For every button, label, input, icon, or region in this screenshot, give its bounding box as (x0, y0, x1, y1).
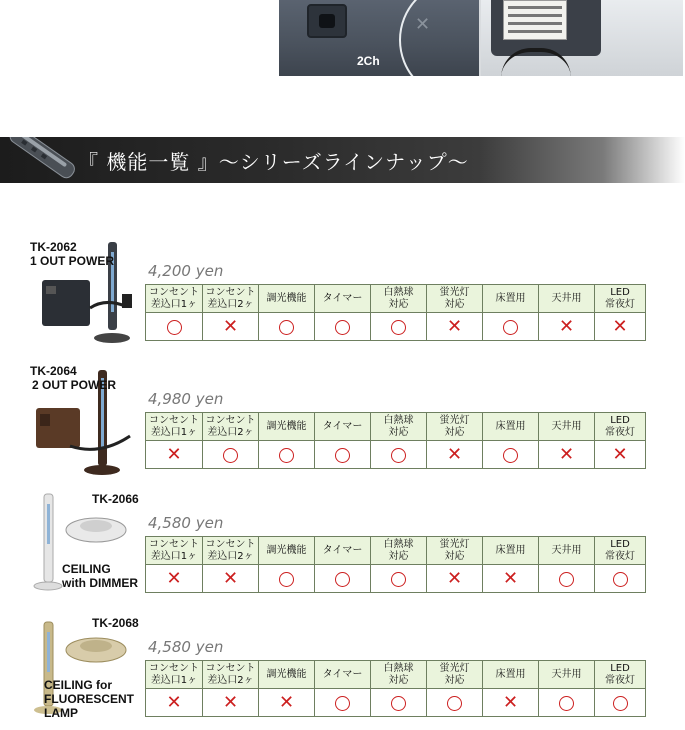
feature-table (145, 660, 646, 717)
circle-mark-icon (613, 696, 628, 711)
cross-mark-icon: ✕ (446, 444, 463, 466)
feature-mark-cell (539, 441, 595, 469)
feature-mark-cell (595, 565, 646, 593)
feature-mark-cell (146, 313, 203, 341)
cross-mark-icon: ✕ (446, 316, 463, 338)
feature-mark-cell (427, 313, 483, 341)
cross-mark-icon: ✕ (222, 316, 239, 338)
circle-mark-icon (391, 696, 406, 711)
feature-header-row (146, 413, 646, 441)
feature-header-cell: コンセント 差込口2ヶ (203, 661, 259, 689)
feature-header-cell: LED 常夜灯 (595, 537, 646, 565)
feature-header-cell: 蛍光灯 対応 (427, 661, 483, 689)
feature-header-cell: コンセント 差込口1ヶ (146, 661, 203, 689)
feature-mark-cell (259, 689, 315, 717)
feature-mark-row (146, 313, 646, 341)
feature-header-cell: 調光機能 (259, 413, 315, 441)
product-photo-strip (279, 0, 683, 76)
model-description (62, 562, 138, 590)
channel-label: 2Ch (357, 54, 380, 68)
model-number: TK-2068 (92, 616, 139, 630)
description-line: 1 OUT POWER (30, 254, 115, 268)
feature-header-cell: 白熱球 対応 (371, 285, 427, 313)
feature-header-cell: 天井用 (539, 537, 595, 565)
feature-mark-row (146, 565, 646, 593)
cross-mark-icon: ✕ (446, 568, 463, 590)
cross-mark-icon: ✕ (558, 444, 575, 466)
feature-mark-cell (259, 313, 315, 341)
cross-mark-icon: ✕ (222, 568, 239, 590)
feature-header-cell: 天井用 (539, 285, 595, 313)
feature-mark-cell (203, 565, 259, 593)
close-icon: ✕ (415, 14, 431, 35)
feature-mark-cell (371, 689, 427, 717)
cross-mark-icon: ✕ (502, 692, 519, 714)
feature-mark-cell (483, 689, 539, 717)
feature-header-cell: 蛍光灯 対応 (427, 413, 483, 441)
feature-mark-cell (371, 313, 427, 341)
feature-header-cell: コンセント 差込口2ヶ (203, 413, 259, 441)
device-rating-label-image (503, 0, 567, 40)
description-line: FLUORESCENT (44, 692, 134, 706)
feature-mark-cell (539, 689, 595, 717)
circle-mark-icon (335, 448, 350, 463)
feature-header-cell: 床置用 (483, 285, 539, 313)
page-title: 『 機能一覧 』～シリーズラインナップ～ (78, 150, 469, 174)
feature-mark-cell (203, 689, 259, 717)
model-description (32, 378, 116, 392)
feature-mark-cell (315, 565, 371, 593)
model-description (30, 254, 114, 268)
feature-header-cell: 天井用 (539, 413, 595, 441)
cross-mark-icon: ✕ (166, 692, 182, 714)
product-tk-2066 (0, 490, 685, 610)
feature-header-cell: LED 常夜灯 (595, 285, 646, 313)
feature-header-row (146, 285, 646, 313)
feature-table (145, 536, 646, 593)
feature-header-cell: 白熱球 対応 (371, 413, 427, 441)
description-line: CEILING (62, 562, 111, 576)
price: 4,980 yen (148, 390, 224, 408)
feature-table (145, 412, 646, 469)
feature-mark-cell (595, 313, 646, 341)
cross-mark-icon: ✕ (166, 568, 182, 590)
feature-header-cell: コンセント 差込口1ヶ (146, 537, 203, 565)
section-banner (0, 137, 685, 183)
feature-mark-cell (539, 565, 595, 593)
circle-mark-icon (335, 320, 350, 335)
feature-header-cell: 調光機能 (259, 661, 315, 689)
circle-mark-icon (559, 696, 574, 711)
model-number: TK-2062 (30, 240, 77, 254)
feature-mark-cell (427, 689, 483, 717)
description-line: LAMP (44, 706, 78, 720)
feature-header-cell: 調光機能 (259, 537, 315, 565)
feature-header-cell: LED 常夜灯 (595, 413, 646, 441)
circle-mark-icon (223, 448, 238, 463)
cross-mark-icon: ✕ (166, 444, 182, 466)
feature-header-cell: LED 常夜灯 (595, 661, 646, 689)
feature-mark-cell (483, 441, 539, 469)
feature-header-cell: 床置用 (483, 537, 539, 565)
circle-mark-icon (391, 448, 406, 463)
feature-mark-cell (203, 441, 259, 469)
model-number: TK-2064 (30, 364, 77, 378)
circle-mark-icon (503, 448, 518, 463)
price: 4,200 yen (148, 262, 224, 280)
description-line: CEILING for (44, 678, 112, 692)
remote-stick-icon (0, 137, 76, 217)
feature-header-cell: タイマー (315, 413, 371, 441)
feature-mark-cell (315, 313, 371, 341)
device-label-photo (481, 0, 683, 76)
feature-header-cell: 天井用 (539, 661, 595, 689)
feature-mark-cell (371, 441, 427, 469)
feature-mark-cell (146, 689, 203, 717)
circle-mark-icon (391, 320, 406, 335)
feature-mark-cell (595, 441, 646, 469)
feature-mark-cell (146, 565, 203, 593)
circle-mark-icon (447, 696, 462, 711)
feature-mark-cell (315, 441, 371, 469)
feature-mark-row (146, 689, 646, 717)
feature-header-row (146, 661, 646, 689)
feature-header-cell: タイマー (315, 285, 371, 313)
feature-header-cell: 床置用 (483, 413, 539, 441)
circle-mark-icon (167, 320, 182, 335)
model-description (44, 678, 134, 720)
feature-mark-cell (315, 689, 371, 717)
feature-header-row (146, 537, 646, 565)
circle-mark-icon (335, 696, 350, 711)
description-line: with DIMMER (62, 576, 138, 590)
cross-mark-icon: ✕ (278, 692, 295, 714)
feature-header-cell: 蛍光灯 対応 (427, 537, 483, 565)
circle-mark-icon (613, 572, 628, 587)
price: 4,580 yen (148, 514, 224, 532)
feature-header-cell: コンセント 差込口1ヶ (146, 285, 203, 313)
socket-image (307, 4, 347, 38)
power-unit-photo (279, 0, 479, 76)
circle-mark-icon (503, 320, 518, 335)
feature-mark-cell (483, 313, 539, 341)
feature-mark-cell (427, 441, 483, 469)
feature-mark-cell (427, 565, 483, 593)
circle-mark-icon (279, 572, 294, 587)
cross-mark-icon: ✕ (502, 568, 519, 590)
feature-table (145, 284, 646, 341)
circle-mark-icon (279, 448, 294, 463)
cross-mark-icon: ✕ (612, 444, 628, 466)
feature-mark-cell (539, 313, 595, 341)
feature-mark-cell (203, 313, 259, 341)
circle-mark-icon (391, 572, 406, 587)
feature-mark-cell (483, 565, 539, 593)
feature-header-cell: 白熱球 対応 (371, 661, 427, 689)
cross-mark-icon: ✕ (222, 692, 239, 714)
feature-header-cell: 蛍光灯 対応 (427, 285, 483, 313)
circle-mark-icon (279, 320, 294, 335)
circle-mark-icon (335, 572, 350, 587)
feature-mark-cell (595, 689, 646, 717)
description-line: 2 OUT POWER (32, 378, 117, 392)
feature-header-cell: タイマー (315, 537, 371, 565)
cross-mark-icon: ✕ (558, 316, 575, 338)
feature-header-cell: 床置用 (483, 661, 539, 689)
circle-mark-icon (559, 572, 574, 587)
feature-mark-row (146, 441, 646, 469)
price: 4,580 yen (148, 638, 224, 656)
feature-mark-cell (371, 565, 427, 593)
product-tk-2064 (0, 366, 685, 486)
feature-header-cell: 白熱球 対応 (371, 537, 427, 565)
feature-mark-cell (146, 441, 203, 469)
feature-header-cell: コンセント 差込口2ヶ (203, 537, 259, 565)
cross-mark-icon: ✕ (612, 316, 628, 338)
model-number: TK-2066 (92, 492, 139, 506)
feature-mark-cell (259, 441, 315, 469)
product-tk-2062 (0, 238, 685, 358)
feature-header-cell: 調光機能 (259, 285, 315, 313)
feature-header-cell: コンセント 差込口2ヶ (203, 285, 259, 313)
feature-header-cell: コンセント 差込口1ヶ (146, 413, 203, 441)
feature-mark-cell (259, 565, 315, 593)
feature-header-cell: タイマー (315, 661, 371, 689)
product-tk-2068 (0, 614, 685, 730)
